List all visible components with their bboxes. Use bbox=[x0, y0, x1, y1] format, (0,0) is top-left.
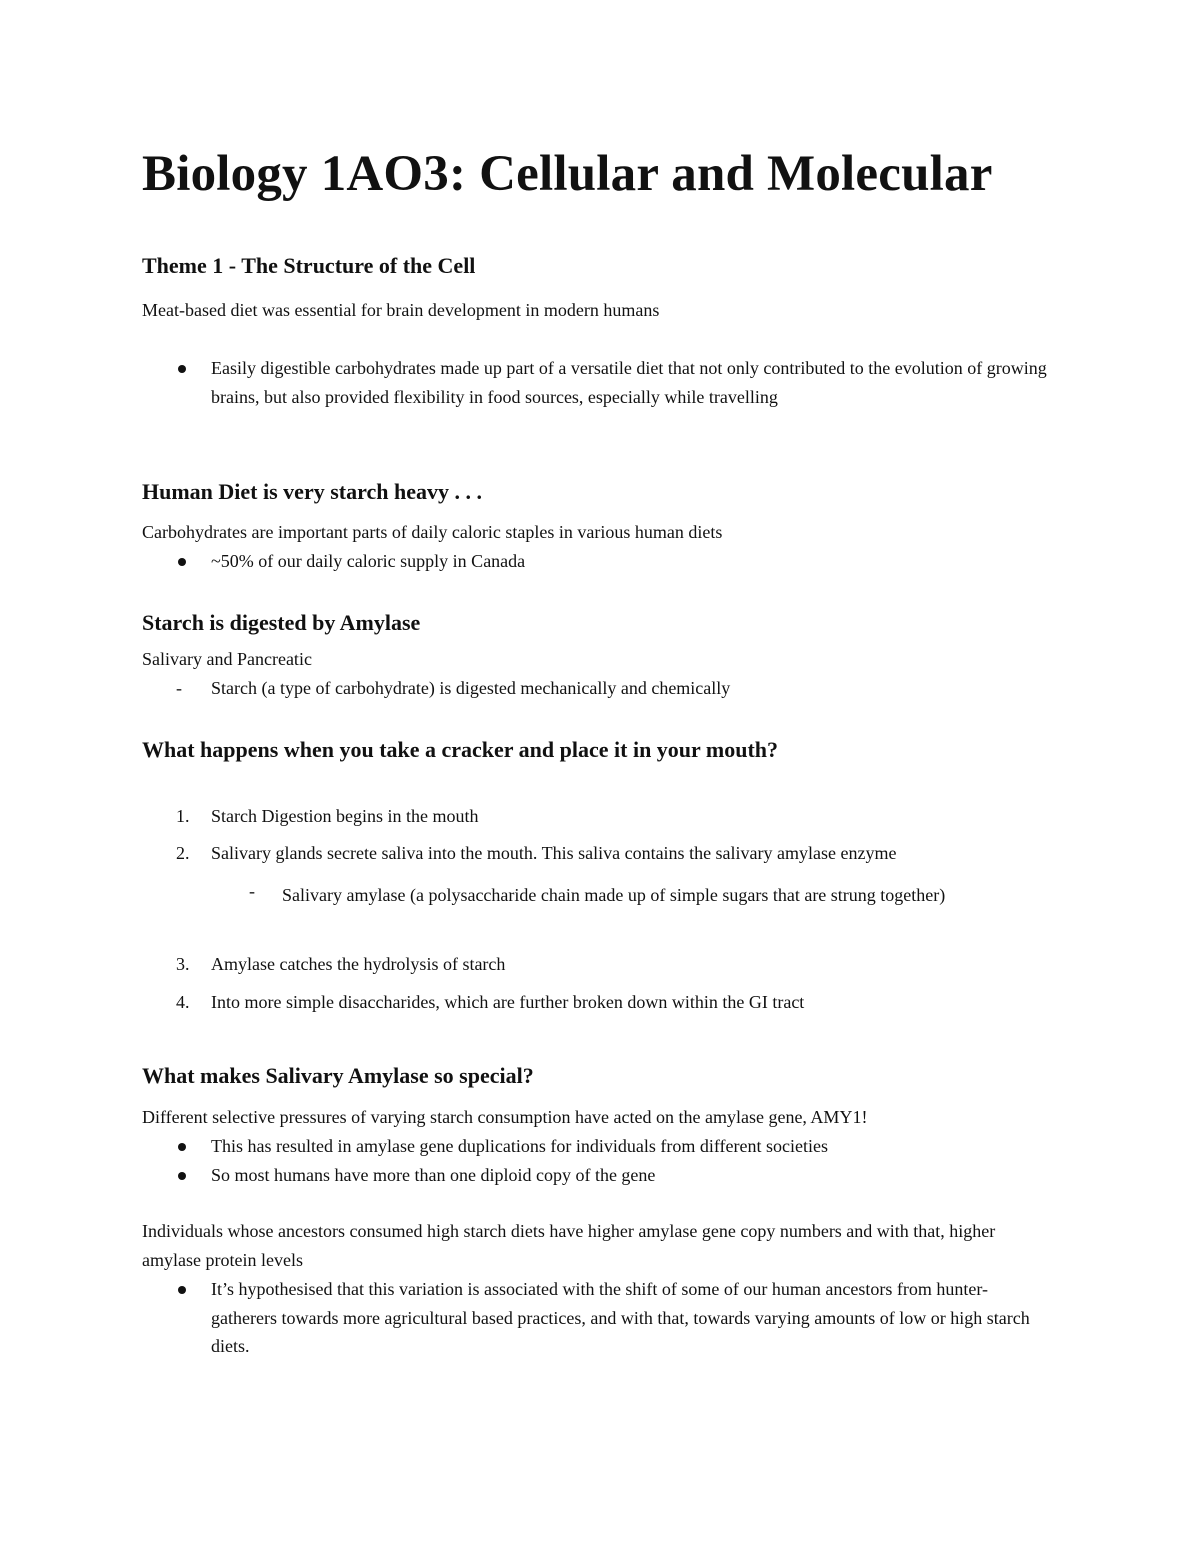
step-text: Salivary glands secrete saliva into the mouth. This saliva contains the salivary amylase enzyme bbox=[211, 843, 897, 863]
special-paragraph: Individuals whose ancestors consumed high starch diets have higher amylase gene copy numbers and with that, higher amylase protein levels bbox=[142, 1221, 996, 1270]
amylase-dash-item-1: Starch (a type of carbohydrate) is digested mechanically and chemically bbox=[211, 678, 731, 698]
sub-dash-marker: - bbox=[249, 881, 255, 901]
step-number: 2. bbox=[176, 843, 190, 863]
special-heading: What makes Salivary Amylase so special? bbox=[142, 1063, 534, 1088]
step-sub-item: Salivary amylase (a polysaccharide chain made up of simple sugars that are strung together) bbox=[282, 885, 946, 905]
dash-marker: - bbox=[176, 678, 182, 698]
diet-intro: Carbohydrates are important parts of daily caloric staples in various human diets bbox=[142, 522, 723, 542]
diet-bullet-1: ~50% of our daily caloric supply in Canada bbox=[211, 551, 526, 571]
special-bullet-2: So most humans have more than one diploid copy of the gene bbox=[211, 1165, 656, 1185]
special-bullet-3: It’s hypothesised that this variation is associated with the shift of some of our human ancestors from hunter-gatherers towards more agricultural based practices, and with that, towards varying amounts of low or high starch diets. bbox=[211, 1279, 1030, 1356]
special-intro: Different selective pressures of varying starch consumption have acted on the amylase gene, AMY1! bbox=[142, 1107, 868, 1127]
bullet-icon bbox=[178, 558, 186, 566]
theme1-intro: Meat-based diet was essential for brain development in modern humans bbox=[142, 300, 660, 320]
step-number: 3. bbox=[176, 954, 190, 974]
theme1-bullet-1: Easily digestible carbohydrates made up part of a versatile diet that not only contributed to the evolution of growing brains, but also provided flexibility in food sources, especially while travelling bbox=[211, 358, 1047, 407]
bullet-icon bbox=[178, 1143, 186, 1151]
bullet-icon bbox=[178, 365, 186, 373]
amylase-heading: Starch is digested by Amylase bbox=[142, 610, 421, 635]
diet-heading: Human Diet is very starch heavy . . . bbox=[142, 479, 482, 504]
step-text: Starch Digestion begins in the mouth bbox=[211, 806, 479, 826]
step-text: Amylase catches the hydrolysis of starch bbox=[211, 954, 506, 974]
bullet-icon bbox=[178, 1286, 186, 1294]
theme1-heading: Theme 1 - The Structure of the Cell bbox=[142, 253, 476, 278]
step-number: 4. bbox=[176, 992, 190, 1012]
bullet-icon bbox=[178, 1172, 186, 1180]
cracker-heading: What happens when you take a cracker and place it in your mouth? bbox=[142, 737, 779, 762]
amylase-intro: Salivary and Pancreatic bbox=[142, 649, 312, 669]
document-title: Biology 1AO3: Cellular and Molecular bbox=[142, 146, 993, 202]
step-number: 1. bbox=[176, 806, 190, 826]
special-bullet-1: This has resulted in amylase gene duplications for individuals from different societies bbox=[211, 1136, 829, 1156]
step-text: Into more simple disaccharides, which are further broken down within the GI tract bbox=[211, 992, 805, 1012]
